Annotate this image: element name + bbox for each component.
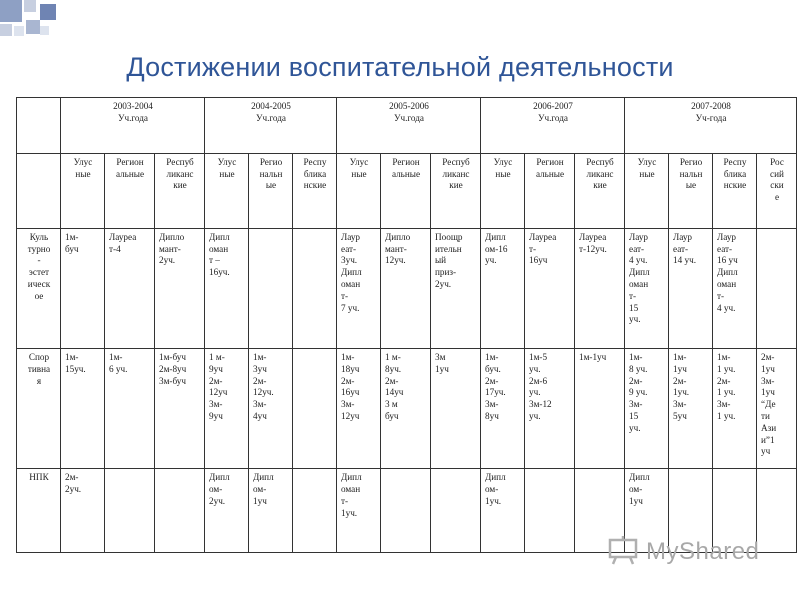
category-header: Регио нальн ые (669, 153, 713, 228)
watermark: MyShared (646, 538, 760, 565)
table-cell: 1м-5 уч. 2м-6 уч. 3м-12 уч. (525, 348, 575, 468)
category-header: Улус ные (337, 153, 381, 228)
year-header: 2004-2005 Уч.года (205, 98, 337, 154)
table-cell: Дипло мант- 2уч. (155, 228, 205, 348)
table-cell: Дипл оман т – 16уч. (205, 228, 249, 348)
year-header: 2003-2004 Уч.года (61, 98, 205, 154)
table-cell (249, 228, 293, 348)
category-header: Регион альные (381, 153, 431, 228)
category-header: Улус ные (481, 153, 525, 228)
table-cell: 1м- 18уч 2м- 16уч 3м- 12уч (337, 348, 381, 468)
year-header: 2007-2008 Уч-года (625, 98, 797, 154)
table-cell: Лаур еат- 4 уч. Дипл оман т- 15 уч. (625, 228, 669, 348)
year-header-row (17, 98, 797, 154)
table-cell: Поощр ительн ый приз- 2уч. (431, 228, 481, 348)
table-cell: 1 м- 9уч 2м- 12уч 3м- 9уч (205, 348, 249, 468)
year-header: 2005-2006 Уч.года (337, 98, 481, 154)
category-header: Регион альные (525, 153, 575, 228)
row-label: Спор тивна я (17, 348, 61, 468)
category-header: Респу блика нские (713, 153, 757, 228)
table-cell: 1м- буч. 2м- 17уч. 3м- 8уч (481, 348, 525, 468)
category-header: Респу блика нские (293, 153, 337, 228)
table-cell: Дипл ом- 1уч (625, 469, 669, 553)
table-cell (293, 228, 337, 348)
table-cell: 2м- 2уч. (61, 469, 105, 553)
table-cell: 1м- 6 уч. (105, 348, 155, 468)
category-header: Респуб ликанс кие (431, 153, 481, 228)
corner-cell (17, 98, 61, 154)
category-header: Респуб ликанс кие (155, 153, 205, 228)
row-label: НПК (17, 469, 61, 553)
table-cell (381, 469, 431, 553)
table-cell: Дипл ом- 1уч. (481, 469, 525, 553)
table-cell: 1м- буч (61, 228, 105, 348)
category-header: Улус ные (205, 153, 249, 228)
table-cell: 1м-буч 2м-8уч 3м-буч (155, 348, 205, 468)
corner-decoration (0, 0, 70, 48)
table-cell (431, 469, 481, 553)
category-header: Регион альные (105, 153, 155, 228)
table-cell: 1м- 1уч 2м- 1уч. 3м- 5уч (669, 348, 713, 468)
achievements-table (16, 97, 797, 553)
table-cell: 1м- 1 уч. 2м- 1 уч. 3м- 1 уч. (713, 348, 757, 468)
table-cell: 3м 1уч (431, 348, 481, 468)
table-row (17, 228, 797, 348)
category-header: Респуб ликанс кие (575, 153, 625, 228)
table-cell (293, 469, 337, 553)
table-cell: 1м- 8 уч. 2м- 9 уч. 3м- 15 уч. (625, 348, 669, 468)
corner-cell (17, 153, 61, 228)
category-header: Регио нальн ые (249, 153, 293, 228)
category-header: Улус ные (61, 153, 105, 228)
table-cell: Лауреа т-12уч. (575, 228, 625, 348)
table-cell: 2м- 1уч 3м- 1уч “Де ти Ази и”1 уч (757, 348, 797, 468)
page-title: Достижении воспитательной деятельности (126, 52, 674, 82)
table-cell (155, 469, 205, 553)
table-cell: Лаур еат- 16 уч Дипл оман т- 4 уч. (713, 228, 757, 348)
category-header: Улус ные (625, 153, 669, 228)
table-cell (105, 469, 155, 553)
table-cell (757, 469, 797, 553)
table-row (17, 348, 797, 468)
year-header: 2006-2007 Уч.года (481, 98, 625, 154)
table-cell: Дипл ом-16 уч. (481, 228, 525, 348)
presentation-icon (608, 536, 642, 566)
table-cell (525, 469, 575, 553)
table-cell: Лаур еат- 3уч. Дипл оман т- 7 уч. (337, 228, 381, 348)
table-cell: 1м- 15уч. (61, 348, 105, 468)
table-cell: Лауреа т- 16уч (525, 228, 575, 348)
table-cell: 1м- 3уч 2м- 12уч. 3м- 4уч (249, 348, 293, 468)
table-cell (757, 228, 797, 348)
table-cell: Лауреа т-4 (105, 228, 155, 348)
table-cell: Дипло мант- 12уч. (381, 228, 431, 348)
table-cell: Лаур еат- 14 уч. (669, 228, 713, 348)
category-header: Рос сий ски е (757, 153, 797, 228)
row-label: Куль турно - эстет ическ ое (17, 228, 61, 348)
table-cell: 1 м- 8уч. 2м- 14уч 3 м буч (381, 348, 431, 468)
table-cell (293, 348, 337, 468)
table-cell: 1м-1уч (575, 348, 625, 468)
table-cell: Дипл ом- 2уч. (205, 469, 249, 553)
table-cell: Дипл ом- 1уч (249, 469, 293, 553)
category-header-row (17, 153, 797, 228)
table-cell: Дипл оман т- 1уч. (337, 469, 381, 553)
